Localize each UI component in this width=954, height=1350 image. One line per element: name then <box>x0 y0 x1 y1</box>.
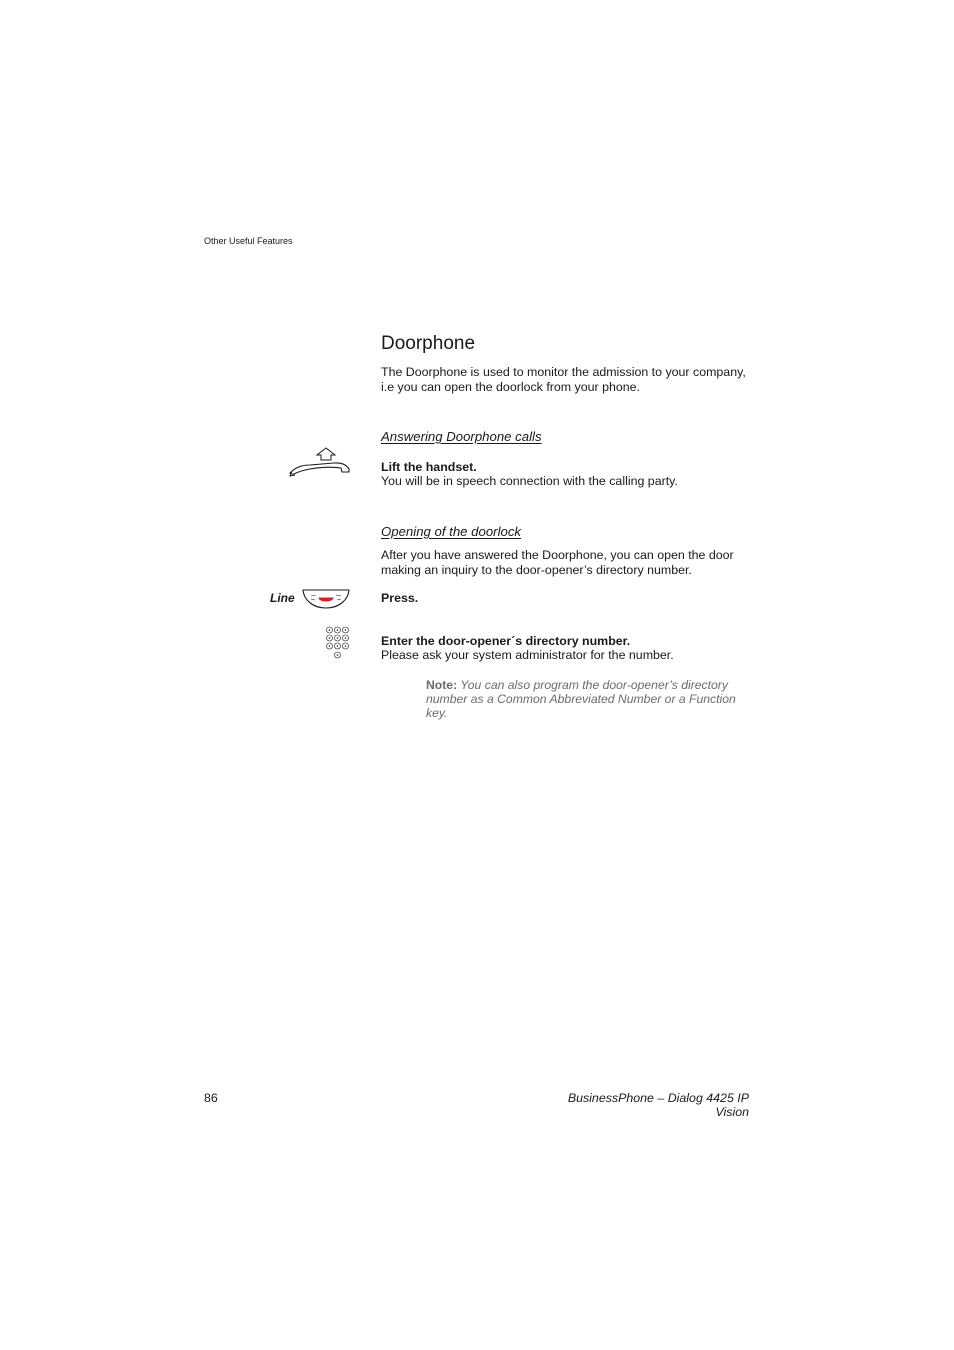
intro-paragraph: The Doorphone is used to monitor the admission to your company, i.e you can open the doorlock from your phone. <box>381 365 746 394</box>
keypad-icon <box>325 626 351 662</box>
section-heading-answering: Answering Doorphone calls <box>381 429 542 444</box>
step-enter-number-bold: Enter the door-opener´s directory number. <box>381 634 631 648</box>
step-enter-number <box>381 634 761 663</box>
handset-lift-icon <box>288 447 352 477</box>
page-title: Doorphone <box>381 333 476 354</box>
note <box>426 678 752 721</box>
running-header: Other Useful Features <box>204 236 293 246</box>
step-lift-handset <box>381 460 761 489</box>
note-label: Note: <box>426 678 458 692</box>
line-key-label: Line <box>270 591 295 605</box>
note-text: You can also program the door-opener’s directory number as a Common Abbreviated Number or a Function key. <box>426 678 736 721</box>
step-press: Press. <box>381 591 419 605</box>
step-enter-number-text: Please ask your system administrator for the number. <box>381 648 674 662</box>
line-key-icon[interactable] <box>302 589 350 609</box>
opening-paragraph: After you have answered the Doorphone, you can open the door making an inquiry to the door-opener’s directory number. <box>381 548 734 577</box>
section-heading-opening: Opening of the doorlock <box>381 524 522 539</box>
step-lift-handset-bold: Lift the handset. <box>381 460 477 474</box>
step-lift-handset-text: You will be in speech connection with the calling party. <box>381 474 678 488</box>
footer-doc-title: BusinessPhone – Dialog 4425 IP Vision <box>567 1091 749 1119</box>
page-number: 86 <box>204 1091 218 1105</box>
